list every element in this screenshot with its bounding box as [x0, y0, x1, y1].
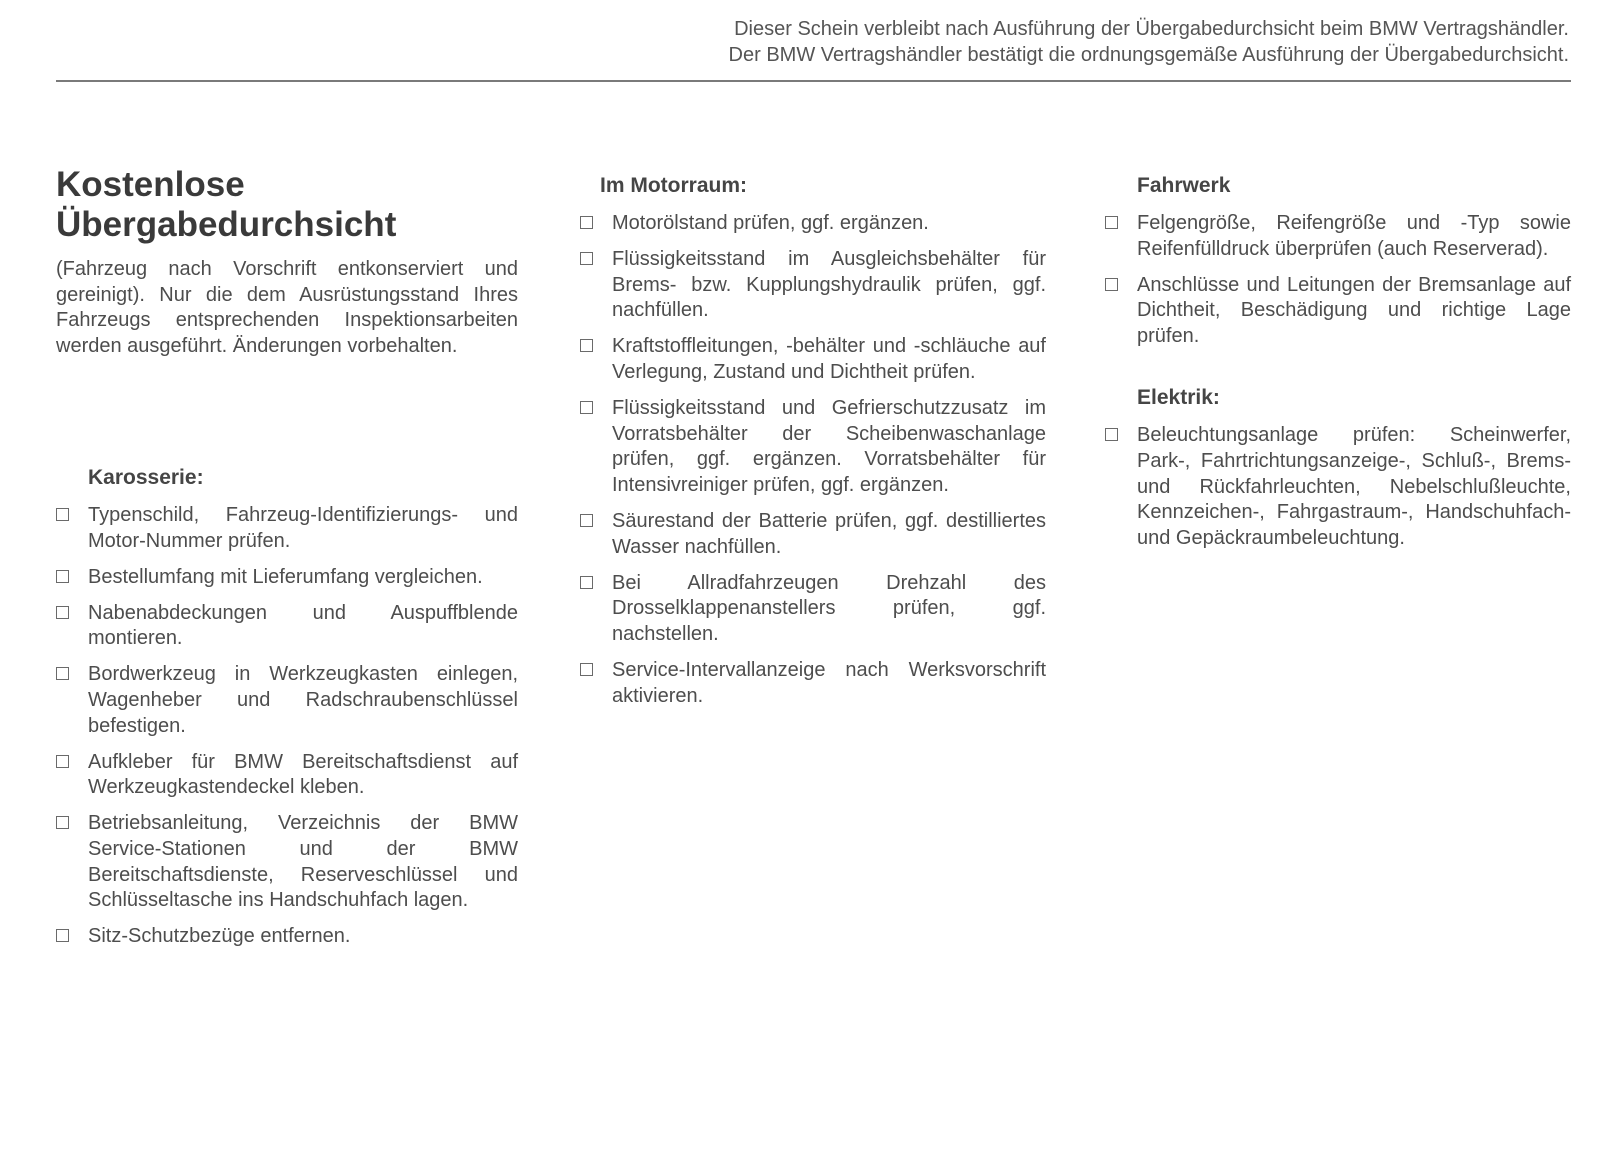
- intro-paragraph: (Fahrzeug nach Vorschrift entkonserviert und gereinigt). Nur die dem Ausrüstungsstand Ihres Fahrzeugs entsprechenden Inspektionsarbeiten werden ausgeführt. Änderungen vorbehalten.: [56, 258, 518, 357]
- section-heading-motorraum: Im Motorraum:: [600, 174, 747, 197]
- checklist-elektrik: [1105, 423, 1571, 551]
- checkbox[interactable]: [1105, 216, 1118, 229]
- header-divider: [56, 80, 1571, 82]
- checklist-motorraum: [580, 211, 1046, 709]
- checklist-item: [56, 811, 518, 913]
- checklist-item-text: Bei Allradfahrzeugen Drehzahl des Drosselklappenanstellers prüfen, ggf. nachstellen.: [612, 571, 1046, 645]
- checklist-item: [56, 750, 518, 801]
- checklist-item-text: Typenschild, Fahrzeug-Identifizierungs- und Motor-Nummer prüfen.: [88, 504, 518, 552]
- checkbox[interactable]: [56, 508, 69, 521]
- checklist-item: [580, 247, 1046, 324]
- header-note-line-2: Der BMW Vertragshändler bestätigt die ordnungsgemäße Ausführung der Übergabedurchsicht.: [728, 44, 1569, 66]
- checklist-item-text: Service-Intervallanzeige nach Werksvorschrift aktivieren.: [612, 658, 1046, 707]
- checklist-item-text: Anschlüsse und Leitungen der Bremsanlage auf Dichtheit, Beschädigung und richtige Lage prüfen.: [1137, 273, 1571, 347]
- section-heading-elektrik: Elektrik:: [1137, 386, 1220, 410]
- checklist-item: [1105, 273, 1571, 350]
- checkbox[interactable]: [56, 816, 69, 829]
- header-note: [369, 16, 1569, 68]
- checklist-item: [56, 924, 518, 950]
- page-title: [56, 165, 518, 245]
- header-note-line-1: Dieser Schein verbleibt nach Ausführung der Übergabedurchsicht beim BMW Vertragshändler.: [734, 18, 1569, 40]
- checklist-item-text: Felgengröße, Reifengröße und -Typ sowie Reifenfülldruck überprüfen (auch Reserverad).: [1137, 212, 1571, 260]
- checklist-item: [580, 509, 1046, 560]
- checkbox[interactable]: [56, 929, 69, 942]
- checkbox[interactable]: [1105, 278, 1118, 291]
- checkbox[interactable]: [580, 401, 593, 414]
- checklist-item-text: Sitz-Schutzbezüge entfernen.: [88, 925, 351, 948]
- checklist-item: [56, 565, 518, 591]
- checklist-item-text: Bordwerkzeug in Werkzeugkasten einlegen, Wagenheber und Radschraubenschlüssel befestigen.: [88, 663, 518, 737]
- checkbox[interactable]: [56, 667, 69, 680]
- column-left: [56, 165, 518, 960]
- checklist-item: [1105, 423, 1571, 551]
- column-right: [1105, 165, 1571, 562]
- checkbox[interactable]: [580, 216, 593, 229]
- checklist-fahrwerk: [1105, 211, 1571, 349]
- checklist-item-text: Betriebsanleitung, Verzeichnis der BMW Service-Stationen und der BMW Bereitschaftsdienste, Reserveschlüssel und Schlüsseltasche ins Handschuhfach lagen.: [88, 812, 518, 912]
- checklist-item: [580, 658, 1046, 709]
- section-heading-karosserie: Karosserie:: [88, 466, 204, 489]
- checklist-item: [56, 601, 518, 652]
- checklist-item: [580, 334, 1046, 385]
- checklist-item-text: Kraftstoffleitungen, -behälter und -schläuche auf Verlegung, Zustand und Dichtheit prüfen.: [612, 335, 1046, 383]
- checklist-item-text: Säurestand der Batterie prüfen, ggf. destilliertes Wasser nachfüllen.: [612, 509, 1046, 558]
- checkbox[interactable]: [56, 755, 69, 768]
- checklist-item-text: Flüssigkeitsstand im Ausgleichsbehälter für Brems- bzw. Kupplungshydraulik prüfen, ggf. nachfüllen.: [612, 248, 1046, 322]
- checklist-item: [1105, 211, 1571, 262]
- checkbox[interactable]: [580, 252, 593, 265]
- page-title-line-1: Kostenlose: [56, 165, 245, 204]
- checkbox[interactable]: [56, 570, 69, 583]
- checklist-item-text: Motorölstand prüfen, ggf. ergänzen.: [612, 212, 929, 234]
- section-heading-fahrwerk: Fahrwerk: [1137, 174, 1231, 197]
- checklist-item-text: Flüssigkeitsstand und Gefrierschutzzusatz im Vorratsbehälter der Scheibenwaschanlage prüfen, ggf. ergänzen. Vorratsbehälter für Intensivreiniger prüfen, ggf. ergänzen.: [612, 397, 1046, 496]
- page-title-line-2: Übergabedurchsicht: [56, 205, 397, 244]
- checklist-item-text: Nabenabdeckungen und Auspuffblende montieren.: [88, 601, 518, 650]
- checklist-item-text: Bestellumfang mit Lieferumfang vergleichen.: [88, 565, 483, 588]
- checklist-item: [56, 662, 518, 739]
- checklist-item-text: Beleuchtungsanlage prüfen: Scheinwerfer, Park-, Fahrtrichtungsanzeige-, Schluß-, Brems- und Rückfahrleuchten, Nebelschlußleuchte, Kennzeichen-, Fahrgastraum-, Handschuhfach- und Gepäckraumbeleuchtung.: [1137, 424, 1571, 549]
- checklist-item-text: Aufkleber für BMW Bereitschaftsdienst auf Werkzeugkastendeckel kleben.: [88, 750, 518, 799]
- checklist-karosserie: [56, 503, 518, 950]
- checkbox[interactable]: [580, 514, 593, 527]
- checklist-item: [580, 211, 1046, 237]
- checkbox[interactable]: [580, 339, 593, 352]
- checklist-item: [580, 571, 1046, 648]
- checklist-item: [56, 503, 518, 554]
- checkbox[interactable]: [580, 576, 593, 589]
- checkbox[interactable]: [1105, 428, 1118, 441]
- column-middle: [580, 165, 1046, 720]
- checkbox[interactable]: [56, 606, 69, 619]
- checkbox[interactable]: [580, 663, 593, 676]
- checklist-item: [580, 396, 1046, 498]
